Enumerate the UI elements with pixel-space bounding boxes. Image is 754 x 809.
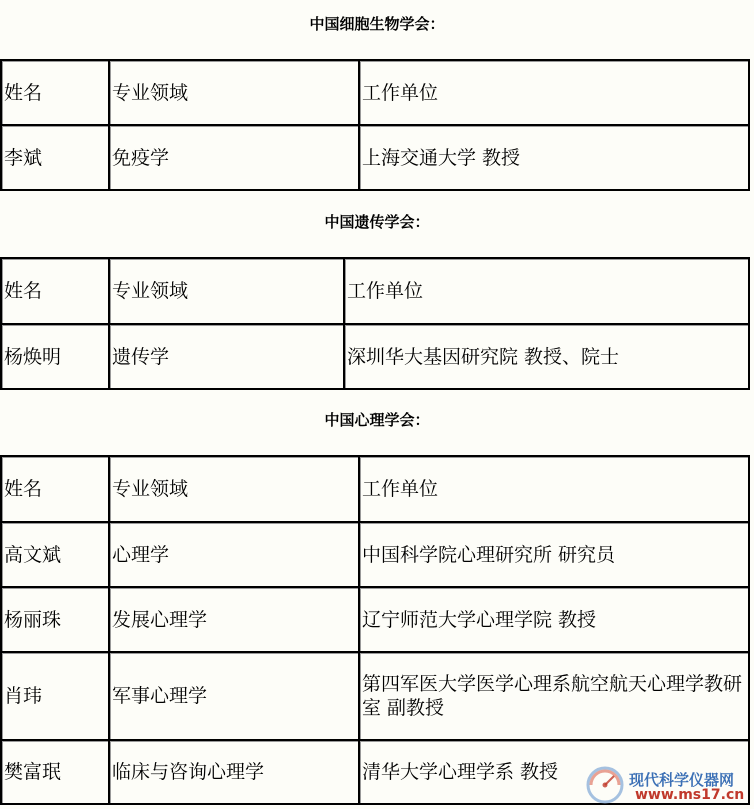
header-org: 工作单位: [359, 456, 749, 522]
watermark: [583, 765, 748, 805]
watermark-url: www.ms17.cn: [635, 787, 745, 803]
cell-field: 遗传学: [109, 324, 344, 389]
cell-org: 上海交通大学 教授: [359, 125, 749, 190]
cell-org: 中国科学院心理研究所 研究员: [359, 522, 749, 587]
header-org: 工作单位: [359, 60, 749, 125]
header-name: 姓名: [1, 258, 109, 324]
table-row: [1, 324, 749, 389]
cell-field: 心理学: [109, 522, 359, 587]
table-header-row: [1, 60, 749, 125]
cell-org: 辽宁师范大学心理学院 教授: [359, 587, 749, 652]
cell-field: 免疫学: [109, 125, 359, 190]
genetics-table: [0, 257, 750, 390]
watermark-name: 现代科学仪器网: [629, 771, 735, 789]
section-title-psychology: 中国心理学会：: [324, 411, 430, 429]
cell-name: 肖玮: [1, 652, 109, 740]
table-header-row: [1, 456, 749, 522]
table-row: [1, 125, 749, 190]
table-row: [1, 522, 749, 587]
psychology-table: [0, 455, 750, 805]
gauge-logo-icon: [583, 765, 627, 805]
header-field: 专业领域: [109, 456, 359, 522]
header-field: 专业领域: [109, 258, 344, 324]
cell-name: 樊富珉: [1, 740, 109, 804]
section-title-cell-biology: 中国细胞生物学会：: [309, 15, 445, 33]
cell-name: 高文斌: [1, 522, 109, 587]
cell-field: 军事心理学: [109, 652, 359, 740]
cell-org: 清华大学心理学系 教授: [359, 740, 749, 804]
cell-name: 李斌: [1, 125, 109, 190]
header-org: 工作单位: [344, 258, 749, 324]
cell-org: 第四军医大学医学心理系航空航天心理学教研室 副教授: [359, 652, 749, 740]
cell-name: 杨焕明: [1, 324, 109, 389]
cell-biology-table: [0, 59, 750, 191]
table-header-row: [1, 258, 749, 324]
table-row: [1, 652, 749, 740]
section-title-genetics: 中国遗传学会：: [324, 213, 430, 231]
header-name: 姓名: [1, 60, 109, 125]
table-row: [1, 587, 749, 652]
cell-name: 杨丽珠: [1, 587, 109, 652]
cell-field: 临床与咨询心理学: [109, 740, 359, 804]
cell-field: 发展心理学: [109, 587, 359, 652]
header-field: 专业领域: [109, 60, 359, 125]
cell-org: 深圳华大基因研究院 教授、院士: [344, 324, 749, 389]
header-name: 姓名: [1, 456, 109, 522]
